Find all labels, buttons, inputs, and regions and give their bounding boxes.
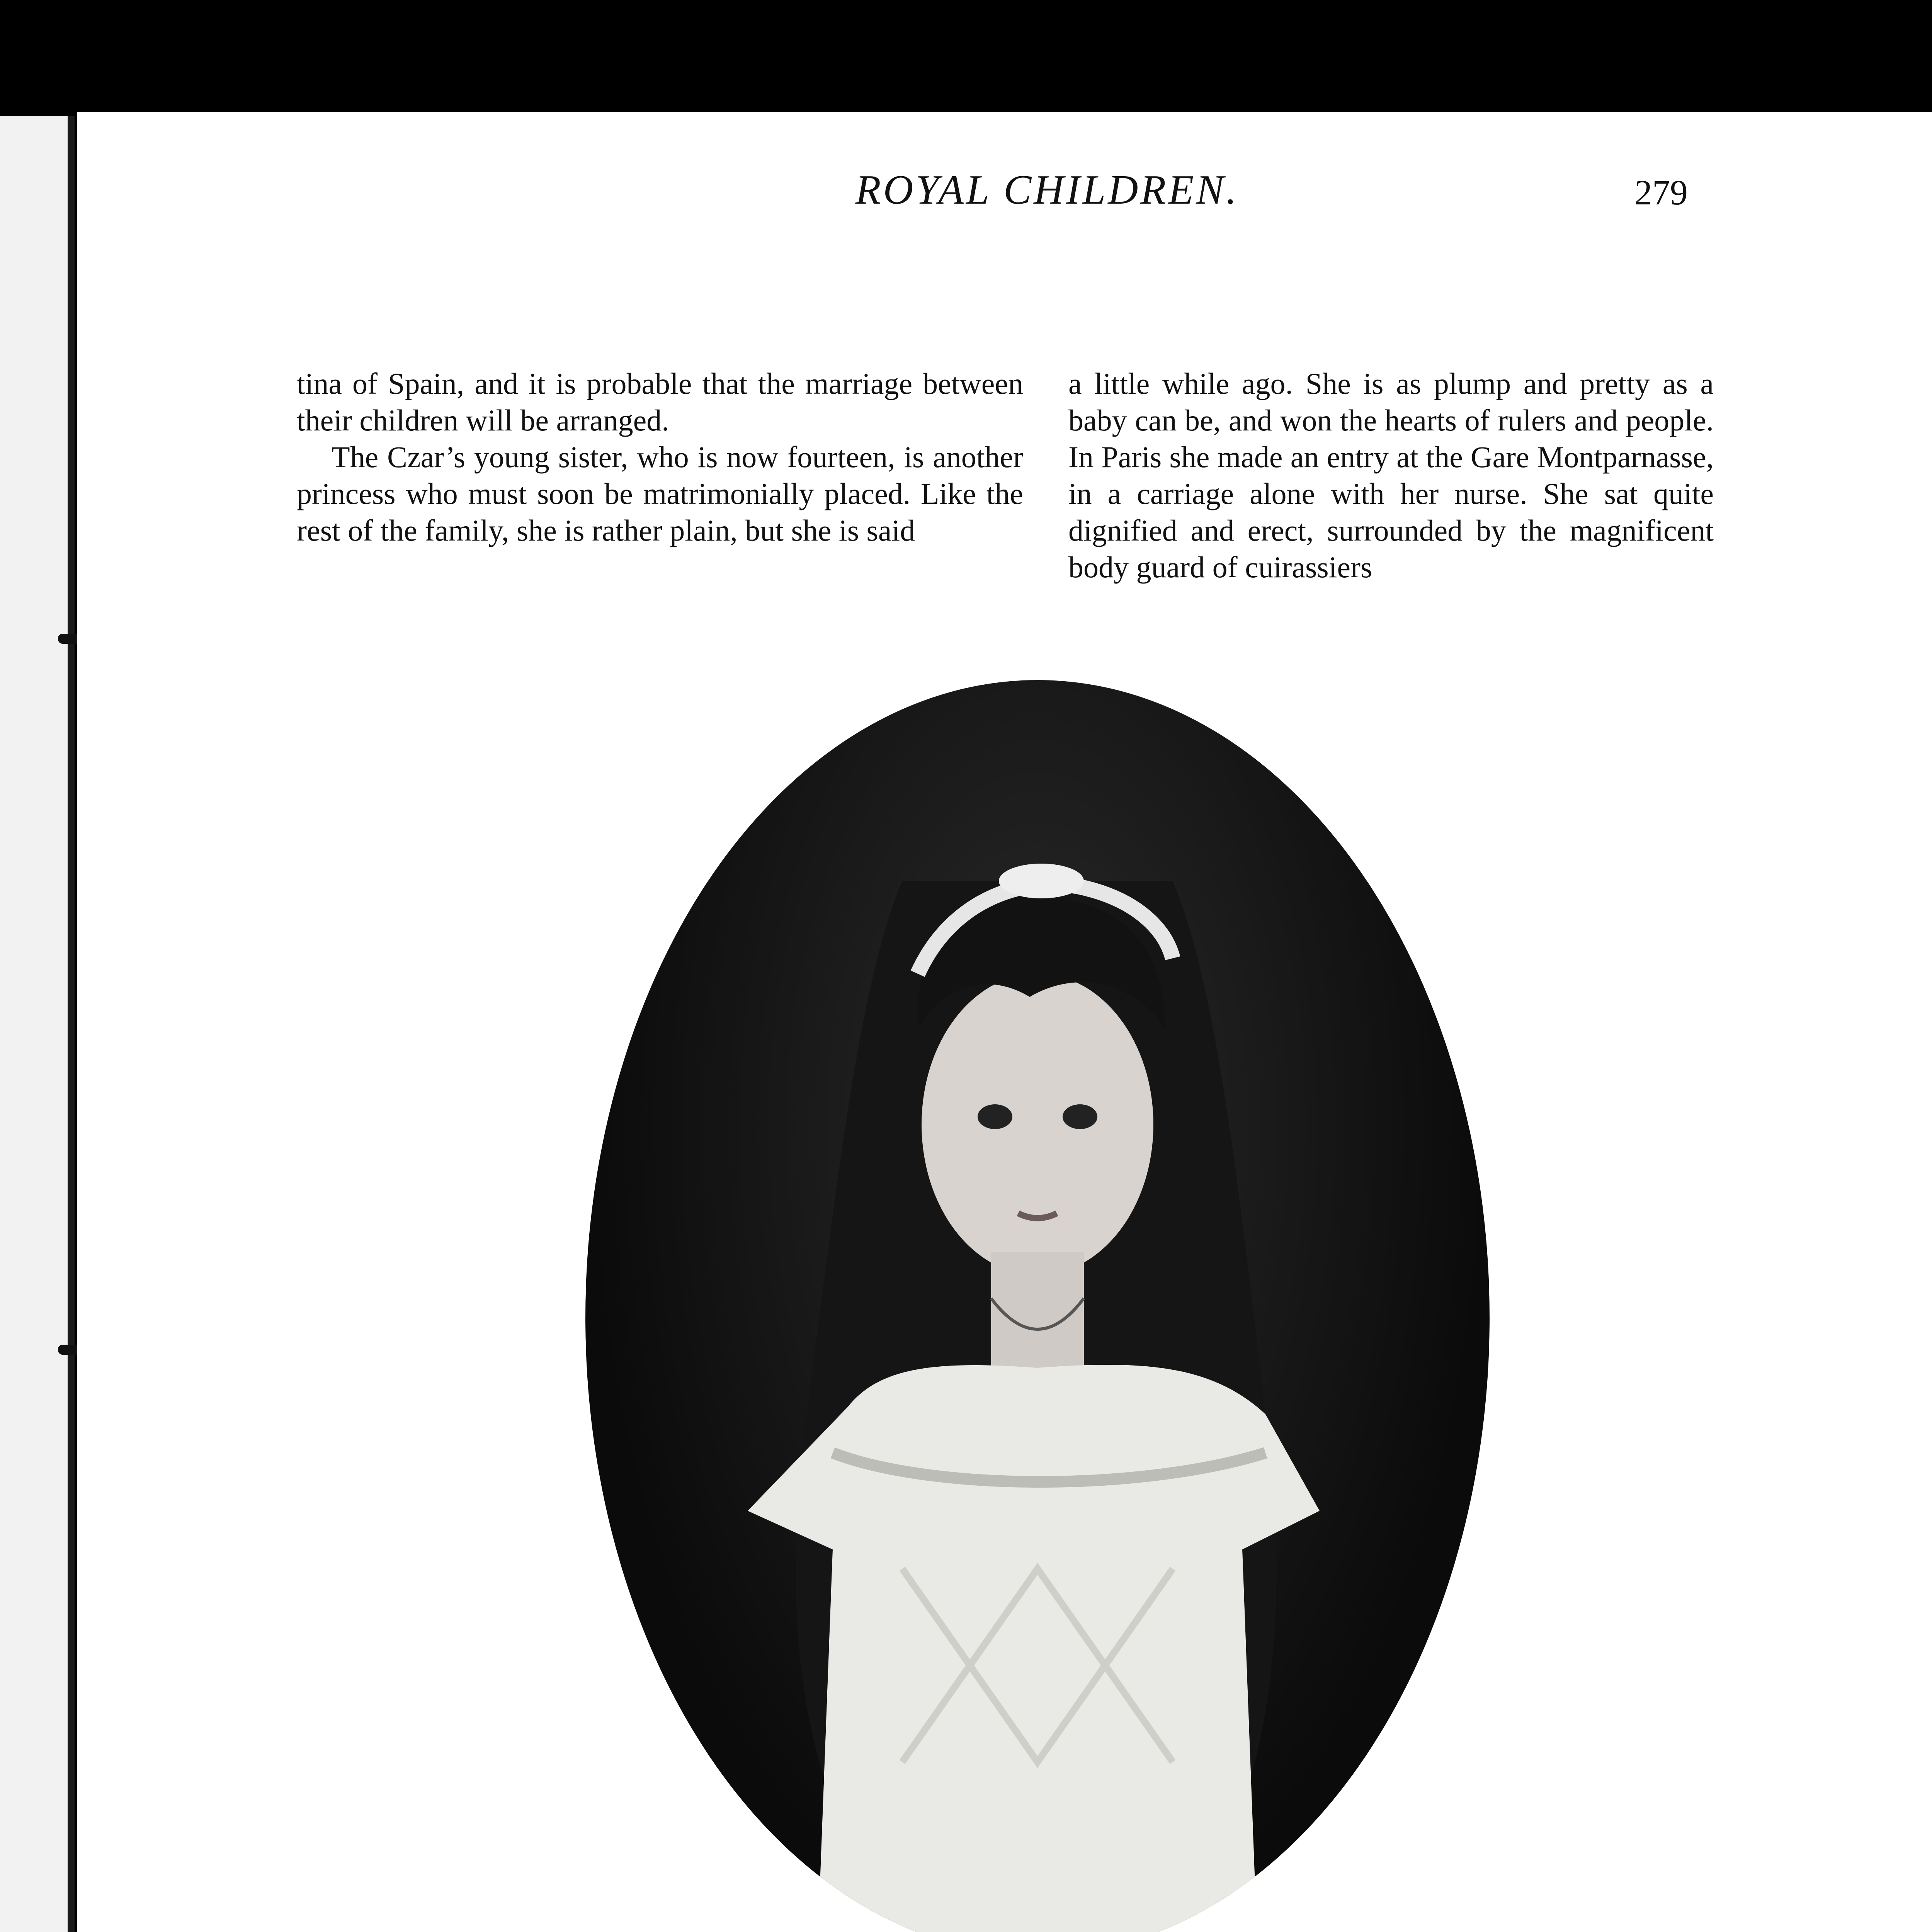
column-top-right <box>1068 365 1714 585</box>
page-number: 279 <box>1634 173 1688 212</box>
facing-page-edge <box>0 116 75 1932</box>
paragraph: tina of Spain, and it is probable that the marriage between their children will be arranged. <box>297 367 1023 437</box>
running-title: ROYAL CHILDREN. <box>855 167 1239 213</box>
column-top-left <box>297 365 1023 549</box>
portrait-photograph <box>585 680 1490 1932</box>
paragraph: a little while ago. She is as plump and pretty as a baby can be, and won the hearts of rulers and people. In Paris she made an entry at the Gare Montparnasse, in a carriage alone with her nurse. She sat quite dignified and erect, surrounded by the magnificent body guard of cuirassiers <box>1068 367 1714 584</box>
paragraph: The Czar’s young sister, who is now fourteen, is another princess who must soon be matrimonially placed. Like the rest of the family, she is rather plain, but she is said <box>297 440 1023 547</box>
portrait-illustration <box>585 680 1490 1932</box>
